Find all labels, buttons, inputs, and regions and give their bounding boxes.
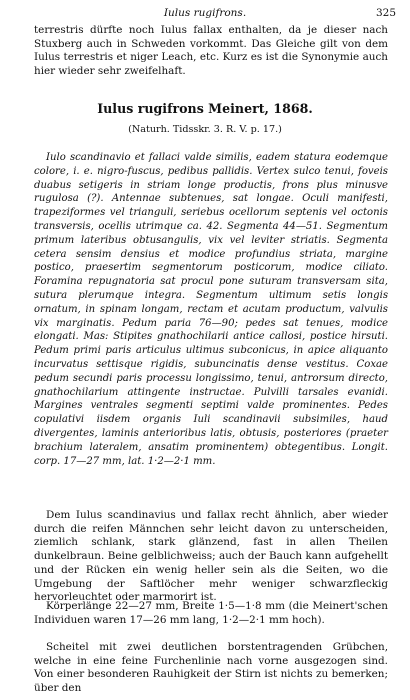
page-number: 325 bbox=[375, 7, 396, 19]
running-head bbox=[0, 7, 410, 21]
latin-description: Iulo scandinavio et fallaci valde similis, eadem statura eodemque colore, i. e. nigro-fuscus, pedibus pallidis. Vertex sulco tenui, foveis duabus setigeris in striam longe productis, frons plus minusve rugulosa (?). Antennae subtenues, sat longae. Oculi manifesti, trapeziformes vel trianguli, seriebus ocellorum septenis vel octonis transversis, ocellis utrimque ca. 42. Segmenta 44—51. Segmentum primum lateribus obtusangulis, vix vel leviter striatis. Segmenta cetera sensim densius et modice profundius striata, margine postico, praesertim segmentorum posticorum, modice ciliato. Foramina repugnatoria sat procul pone suturam transversam sita, sutura plerumque integra. Segmentum ultimum setis longis ornatum, in spinam longam, rectam et acutam productum, valvulis vix marginatis. Pedum paria 76—90; pedes sat tenues, modice elongati. Mas: Stipites gnathochilarii antice callosi, postice hirsuti. Pedum primi paris articulus ultimus subconicus, in apice aliquanto incurvatus settisque rigidis, subuncinatis dense vestitus. Coxae pedum secundi paris processu longissimo, tenui, antrorsum directo, gnathochilarium attingente instructae. Pulvilli tarsales evanidi. Margines ventrales segmenti septimi valde prominentes. Pedes copulativi iisdem organis Iuli scandinavii subsimiles, haud divergentes, laminis anterioribus latis, obtusis, posteriores (praeter brachium lateralem, ansatim prominentem) obtegentibus. Longit. corp. 17—27 mm, lat. 1·2—2·1 mm. bbox=[34, 152, 388, 467]
literature-citation: (Naturh. Tidsskr. 3. R. V. p. 17.) bbox=[128, 124, 282, 135]
running-head-title: Iulus rugifrons. bbox=[163, 7, 247, 19]
german-paragraph: Dem Iulus scandinavius und fallax recht ähnlich, aber wieder durch die reifen Männchen sehr leicht davon zu unterscheiden, ziemlich schlank, stark glänzend, fast in allen Theilen dunkelbraun. Beine gelblichweiss; auch der Bauch kann aufgehellt und der Rücken ein wenig heller sein als die Seiten, wo die Umgebung der Saftlöcher mehr weniger schwarzfleckig hervorleuchtet oder marmorirt ist. bbox=[34, 509, 388, 604]
species-heading: Iulus rugifrons Meinert, 1868. bbox=[97, 101, 313, 116]
german-paragraph: Scheitel mit zwei deutlichen borstentragenden Grübchen, welche in eine feine Furchenlinie nach vorne ausgezogen sind. Von einer besonderen Rauhigkeit der Stirn ist nichts zu bemerken; über den bbox=[34, 641, 388, 695]
german-paragraph: Körperlänge 22—27 mm, Breite 1·5—1·8 mm (die Meinert'schen Individuen waren 17—26 mm lang, 1·2—2·1 mm hoch). bbox=[34, 600, 388, 626]
intro-paragraph: terrestris dürfte noch Iulus fallax enthalten, da je dieser nach Stuxberg auch in Schweden vorkommt. Das Gleiche gilt von dem Iulus terrestris et niger Leach, etc. Kurz es ist die Synonymie auch hier wieder sehr zweifelhaft. bbox=[34, 24, 388, 78]
